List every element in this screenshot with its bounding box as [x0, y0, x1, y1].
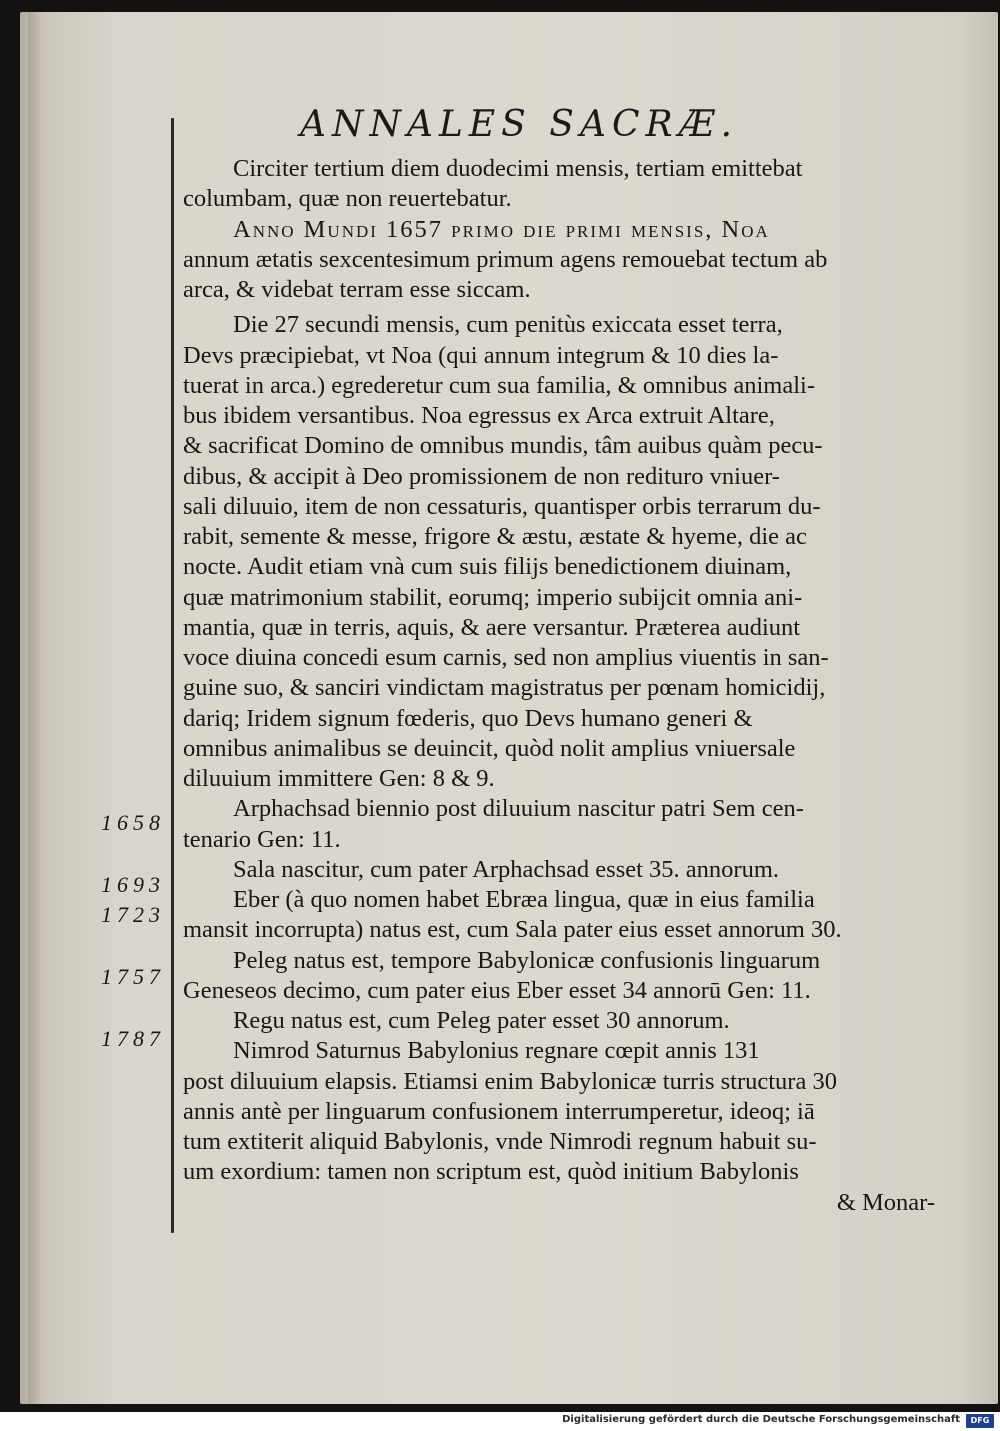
text-line: & sacrificat Domino de omnibus mundis, tâm auibus quàm pecu-	[183, 432, 823, 460]
text-line: rabit, semente & messe, frigore & æstu, æstate & hyeme, die ac	[183, 523, 807, 550]
text-line: columbam, quæ non reuertebatur.	[183, 185, 512, 213]
funding-credit: Digitalisierung gefördert durch die Deutsche Forschungsgemeinschaft	[562, 1414, 960, 1425]
text-line: Devs præcipiebat, vt Noa (qui annum integrum & 10 dies la-	[183, 341, 779, 369]
running-head: ANNALES SACRÆ.	[300, 104, 739, 145]
text-line: guine suo, & sanciri vindictam magistratus per pœnam homicidij,	[183, 674, 826, 702]
text-line: Peleg natus est, tempore Babylonicæ confusionis linguarum	[233, 946, 821, 974]
text-line: tum extiterit aliquid Babylonis, vnde Nimrodi regnum habuit su-	[183, 1128, 817, 1155]
page-gutter-shadow	[28, 12, 42, 1404]
margin-year: 1658	[101, 810, 165, 835]
text-line: voce diuina concedi esum carnis, sed non amplius viuentis in san-	[183, 644, 829, 671]
text-line: annum ætatis sexcentesimum primum agens remouebat tectum ab	[183, 245, 828, 273]
text-line: Sala nascitur, cum pater Arphachsad esset 35. annorum.	[233, 855, 780, 883]
text-line: Circiter tertium diem duodecimi mensis, tertiam emittebat	[233, 155, 803, 182]
text-line: Nimrod Saturnus Babylonius regnare cœpit annis 131	[233, 1037, 760, 1065]
text-line: nocte. Audit etiam vnà cum suis filijs benedictionem diuinam,	[183, 553, 792, 581]
catchword: & Monar-	[836, 1188, 935, 1216]
text-line: Geneseos decimo, cum pater eius Eber esset 34 annorū Gen: 11.	[183, 976, 811, 1004]
text-line: sali diluuio, item de non cessaturis, quantisper orbis terrarum du-	[183, 492, 821, 520]
text-line: annis antè per linguarum confusionem interrumperetur, ideoq; iā	[183, 1097, 815, 1125]
text-line: arca, & videbat terram esse siccam.	[183, 276, 531, 303]
margin-year: 1757	[101, 964, 165, 989]
text-line: Anno Mundi 1657 primo die primi mensis, Noa	[233, 215, 770, 243]
margin-year: 1693	[101, 872, 165, 897]
text-line: Die 27 secundi mensis, cum penitùs exiccata esset terra,	[233, 311, 783, 339]
text-line: Arphachsad biennio post diluuium nascitur patri Sem cen-	[233, 795, 804, 823]
body-text	[183, 154, 943, 1218]
text-line: dibus, & accipit à Deo promissionem de non redituro vniuer-	[183, 462, 780, 490]
text-line: mansit incorrupta) natus est, cum Sala pater eius esset annorum 30.	[183, 916, 842, 944]
text-line: post diluuium elapsis. Etiamsi enim Babylonicæ turris structura 30	[183, 1067, 837, 1095]
footer-bar	[0, 1412, 1000, 1431]
text-line: diluuium immittere Gen: 8 & 9.	[183, 765, 495, 792]
text-line: bus ibidem versantibus. Noa egressus ex Arca extruit Altare,	[183, 402, 775, 429]
margin-year: 1723	[101, 902, 165, 927]
text-line: omnibus animalibus se deuincit, quòd nolit amplius vniuersale	[183, 734, 796, 762]
text-line: Eber (à quo nomen habet Ebræa lingua, quæ in eius familia	[233, 886, 815, 913]
text-line: mantia, quæ in terris, aquis, & aere versantur. Præterea audiunt	[183, 613, 801, 641]
dfg-logo: DFG	[966, 1414, 994, 1428]
text-line: Regu natus est, cum Peleg pater esset 30 annorum.	[233, 1007, 730, 1034]
margin-rule	[171, 118, 174, 1233]
text-line: um exordium: tamen non scriptum est, quòd initium Babylonis	[183, 1158, 799, 1186]
margin-year: 1787	[101, 1026, 165, 1051]
text-line: tenario Gen: 11.	[183, 825, 341, 853]
text-line: dariq; Iridem signum fœderis, quo Devs humano generi &	[183, 704, 753, 732]
text-line: tuerat in arca.) egrederetur cum sua familia, & omnibus animali-	[183, 371, 815, 399]
text-line: quæ matrimonium stabilit, eorumq; imperio subijcit omnia ani-	[183, 583, 803, 611]
